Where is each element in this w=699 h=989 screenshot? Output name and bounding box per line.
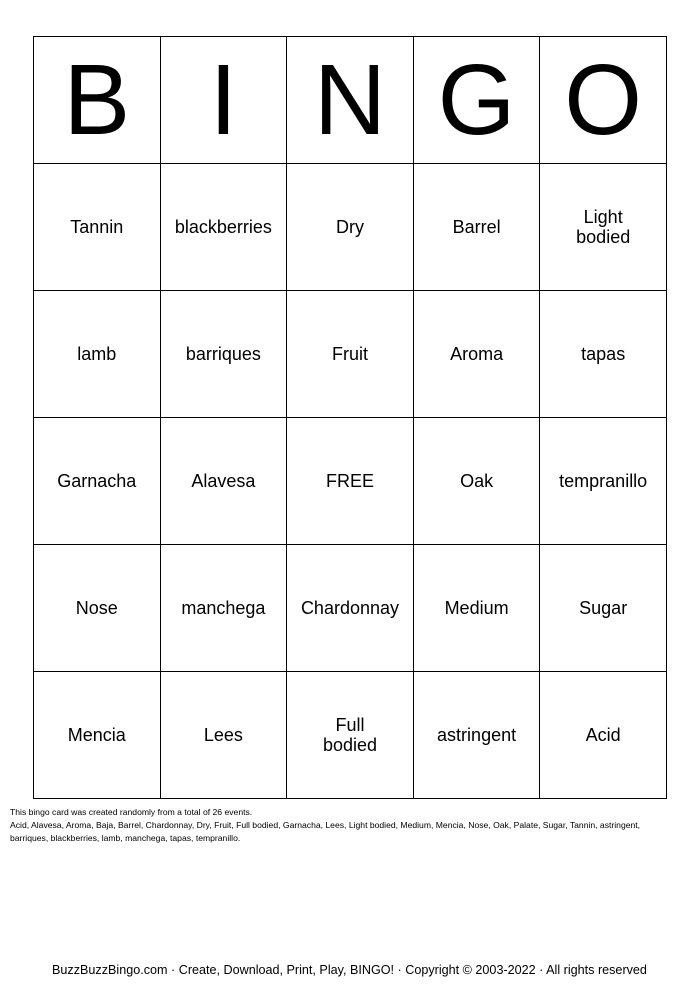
bingo-free-cell	[287, 418, 414, 545]
bingo-cell	[287, 545, 414, 672]
bingo-cell-text: Alavesa	[191, 471, 256, 491]
bingo-cell	[34, 164, 161, 291]
bingo-cell-text: FREE	[325, 471, 374, 491]
bingo-cell-text: Aroma	[450, 344, 504, 364]
bingo-cell	[34, 418, 161, 545]
bingo-cell	[160, 164, 287, 291]
bingo-cell-text: blackberries	[174, 217, 272, 237]
header-letter-n: N	[287, 37, 414, 164]
bingo-cell	[34, 545, 161, 672]
bingo-cell	[34, 672, 161, 799]
bingo-cell	[34, 291, 161, 418]
bingo-cell	[540, 164, 667, 291]
header-letter-i: I	[160, 37, 287, 164]
bingo-cell	[540, 672, 667, 799]
bingo-cell	[413, 545, 540, 672]
bingo-cell	[287, 291, 414, 418]
bingo-cell	[413, 291, 540, 418]
page-footer: BuzzBuzzBingo.com · Create, Download, Print, Play, BINGO! · Copyright © 2003-2022 · All rights reserved	[52, 963, 647, 977]
header-letter-o: O	[540, 37, 667, 164]
bingo-cell-text: Oak	[460, 471, 494, 491]
bingo-cell	[287, 672, 414, 799]
footnote-events-list: Acid, Alavesa, Aroma, Baja, Barrel, Chardonnay, Dry, Fruit, Full bodied, Garnacha, Lees, Light bodied, Medium, Mencia, Nose, Oak, Palate, Sugar, Tannin, astringent, barriques, blackberries, lamb, manchega, tapas, tempranillo.	[10, 820, 641, 843]
bingo-card	[33, 36, 667, 799]
bingo-cell-text: tempranillo	[559, 471, 648, 491]
bingo-cell-text: Dry	[335, 217, 364, 237]
bingo-cell	[160, 418, 287, 545]
bingo-cell-text: Tannin	[70, 217, 124, 237]
header-letter-g: G	[413, 37, 540, 164]
header-letter-b: B	[34, 37, 161, 164]
bingo-cell	[287, 164, 414, 291]
bingo-cell-text: Light bodied	[576, 207, 631, 247]
bingo-cell	[413, 672, 540, 799]
bingo-row-1	[34, 164, 667, 291]
card-footnote	[10, 806, 678, 845]
bingo-cell-text: Lees	[203, 725, 243, 745]
bingo-cell-text: Mencia	[67, 725, 126, 745]
bingo-cell	[413, 164, 540, 291]
bingo-cell-text: Chardonnay	[300, 598, 400, 618]
bingo-cell-text: Full bodied	[322, 715, 378, 755]
bingo-cell-text: astringent	[437, 725, 517, 745]
bingo-cell-text: tapas	[581, 344, 626, 364]
footnote-summary: This bingo card was created randomly from a total of 26 events.	[10, 807, 253, 817]
bingo-cell	[413, 418, 540, 545]
bingo-cell-text: lamb	[77, 344, 117, 364]
bingo-cell-text: Nose	[75, 598, 118, 618]
bingo-cell-text: Sugar	[579, 598, 628, 618]
bingo-cell-text: barriques	[185, 344, 261, 364]
bingo-header-row	[34, 37, 667, 164]
bingo-cell-text: Garnacha	[57, 471, 137, 491]
bingo-cell-text: Barrel	[452, 217, 501, 237]
bingo-cell	[160, 291, 287, 418]
bingo-cell	[540, 545, 667, 672]
bingo-cell-text: Acid	[585, 725, 621, 745]
bingo-cell	[540, 418, 667, 545]
bingo-cell	[540, 291, 667, 418]
bingo-cell-text: manchega	[181, 598, 266, 618]
bingo-cell-text: Fruit	[331, 344, 368, 364]
bingo-row-3	[34, 418, 667, 545]
bingo-row-4	[34, 545, 667, 672]
bingo-cell	[160, 672, 287, 799]
bingo-cell	[160, 545, 287, 672]
bingo-row-5	[34, 672, 667, 799]
bingo-cell-text: Medium	[444, 598, 509, 618]
bingo-row-2	[34, 291, 667, 418]
